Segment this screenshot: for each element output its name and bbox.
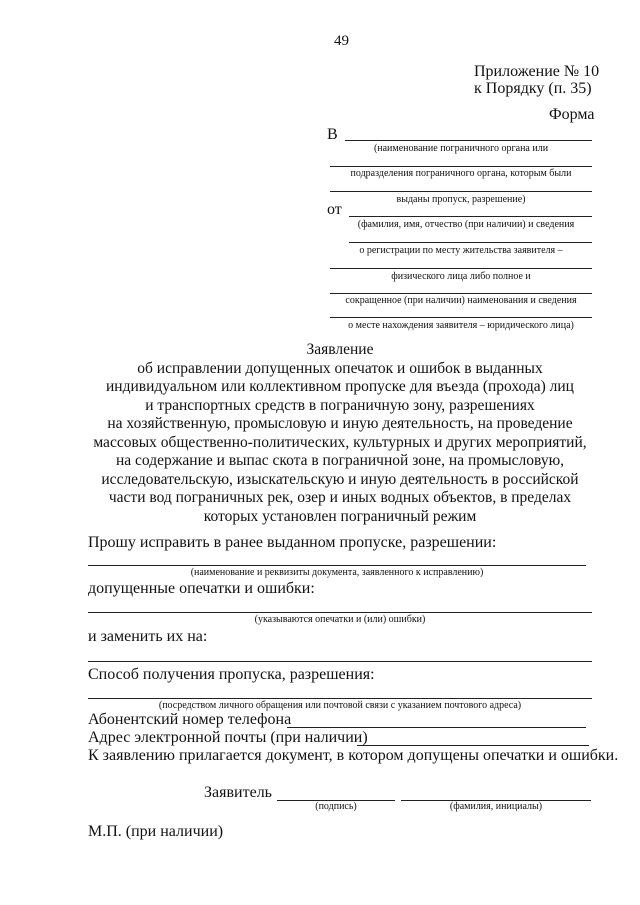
from-caption-2: о регистрации по месту жительства заявителя –	[359, 245, 563, 256]
errors-line[interactable]	[88, 612, 592, 613]
name-caption: (фамилия, инициалы)	[449, 801, 543, 812]
appendix-line-1: Приложение № 10	[474, 63, 600, 80]
to-caption-3: выданы пропуск, разрешение)	[396, 194, 526, 205]
statement-line: массовых общественно-политических, культурных и других мероприятий,	[93, 433, 587, 451]
from-caption-5: о месте нахождения заявителя – юридического лица)	[348, 320, 574, 331]
signature-label: Заявитель	[204, 784, 272, 801]
to-caption-1: (наименование пограничного органа или	[373, 143, 549, 154]
replace-line[interactable]	[88, 661, 592, 662]
request-caption: (наименование и реквизиты документа, заявленного к исправлению)	[190, 567, 484, 578]
errors-caption: (указываются опечатки и (или) ошибки)	[254, 614, 426, 625]
signature-caption: (подпись)	[315, 801, 357, 812]
from-line-4[interactable]	[330, 293, 592, 294]
statement-title: Заявление	[306, 341, 374, 358]
appendix-line-2: к Порядку (п. 35)	[474, 80, 592, 97]
from-line-5[interactable]	[330, 317, 592, 318]
from-line-1[interactable]	[349, 216, 592, 217]
statement-line: части вод пограничных рек, озер и иных водных объектов, в пределах	[108, 489, 572, 506]
to-prefix: В	[327, 126, 338, 143]
phone-line[interactable]	[287, 727, 586, 728]
statement-block	[70, 341, 610, 526]
statement-line: на содержание и выпас скота в пограничной зоне, на промысловую,	[115, 452, 565, 469]
method-text: Способ получения пропуска, разрешения:	[88, 666, 375, 683]
statement-line: на хозяйственную, промысловую и иную деятельность, на проведение	[107, 415, 573, 432]
from-line-3[interactable]	[330, 268, 592, 269]
from-prefix: от	[327, 201, 342, 218]
email-line[interactable]	[357, 745, 589, 746]
request-text: Прошу исправить в ранее выданном пропуске, разрешении:	[88, 534, 497, 551]
to-line-3[interactable]	[330, 191, 592, 192]
statement-line: индивидуальном или коллективном пропуске для въезда (прохода) лиц	[106, 378, 574, 395]
replace-text: и заменить их на:	[88, 628, 208, 645]
errors-text: допущенные опечатки и ошибки:	[88, 580, 315, 597]
statement-line: об исправлении допущенных опечаток и ошибок в выданных	[137, 359, 543, 377]
email-label: Адрес электронной почты (при наличии)	[88, 729, 368, 746]
from-caption-1: (фамилия, имя, отчество (при наличии) и сведения	[357, 219, 575, 230]
request-line[interactable]	[88, 565, 586, 566]
method-caption: (посредством личного обращения или почтовой связи с указанием почтового адреса)	[158, 700, 522, 711]
to-caption-2: подразделения пограничного органа, которым были	[350, 168, 572, 179]
seal-text: М.П. (при наличии)	[88, 823, 224, 840]
statement-line: которых установлен пограничный режим	[203, 507, 477, 525]
from-caption-3: физического лица либо полное и	[391, 271, 531, 282]
statement-line: и транспортных средств в пограничную зону, разрешениях	[145, 396, 535, 414]
from-line-2[interactable]	[349, 242, 592, 243]
statement-line: исследовательскую, изыскательскую и иную деятельность в российской	[101, 470, 579, 488]
to-line-2[interactable]	[330, 166, 592, 167]
to-line-1[interactable]	[345, 140, 592, 141]
phone-label: Абонентский номер телефона	[88, 711, 292, 728]
method-line[interactable]	[88, 698, 592, 699]
page-number: 49	[334, 33, 349, 49]
from-caption-4: сокращенное (при наличии) наименования и сведения	[345, 295, 577, 306]
attachment-text: К заявлению прилагается документ, в котором допущены опечатки и ошибки.	[88, 747, 619, 764]
form-label: Форма	[549, 106, 595, 123]
